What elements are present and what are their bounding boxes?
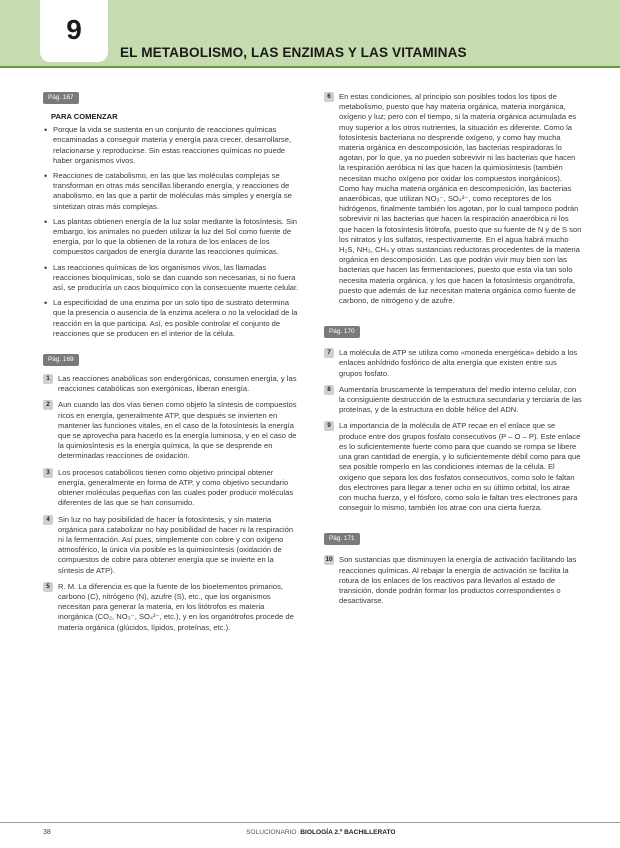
bullet-icon: •	[44, 262, 48, 273]
exercise-item	[43, 400, 301, 461]
exercise-number: 3	[43, 468, 53, 478]
bullet-icon: •	[44, 298, 48, 309]
exercise-item	[324, 92, 582, 306]
exercise-text: Son sustancias que disminuyen la energía de activación facilitando las reacciones químicas. Al rebajar la energía de activación se facilita la rotura de los enlaces de los reactivos para llevarlos al estado de transición, donde podrán formar los productos correspondientes o desactivarse.	[339, 555, 577, 606]
exercise-number: 4	[43, 515, 53, 525]
exercise-item	[324, 385, 582, 416]
exercise-number: 10	[325, 556, 333, 564]
chapter-title: EL METABOLISMO, LAS ENZIMAS Y LAS VITAMINAS	[120, 45, 467, 60]
right-column	[324, 92, 582, 612]
exercise-item	[43, 468, 301, 509]
footer-text	[246, 829, 396, 836]
exercise-number: 5	[43, 582, 53, 592]
header-rule	[0, 66, 620, 68]
exercise-text: Las reacciones anabólicas son endergónicas, consumen energía, y las reacciones catabólicas son exergónicas, liberan energía.	[58, 374, 297, 394]
bullet-icon: •	[44, 125, 48, 136]
exercise-item	[43, 515, 301, 576]
exercise-item	[43, 374, 301, 394]
exercise-text: En estas condiciones, al principio son posibles todos los tipos de metabolismo, puesto que hay materia orgánica, materia inorgánica, oxígeno y luz; pero con el tiempo, si la materia orgánica acumulada es muy superior a los otros nutrientes, la situación es diferente. Como la fotosíntesis bacteriana no desprende oxígeno, y como hay mucha materia orgánica en descomposición, las bacterias respiradoras lo agotan, por lo que, ya no pueden sobrevivir ni las bacterias que hacen la respiración aeróbica ni las que hacen la quimiosíntesis (también necesitan mucho oxígeno por oxidar los compuestos inorgánicos). Como hay mucha materia orgánica en descomposición, las bacterias anaeróbicas, que utilizan NO₃⁻, SO₄²⁻, como receptores de los hidrógenos, finalmente también los agotan, por lo cual tampoco podrán sobrevivir ni las bacterias que hacen la respiración anaeróbica ni los que hacen la fotosíntesis litótrofa, puesto que su fuente de N y de S son los nitratos y los sulfatos, respectivamente. En el agua habrá mucho H₂S, NH₃, CH₄ y otras sustancias reductoras procedentes de la materia orgánica en descomposición. Las que podrán vivir muy bien son las bacterias que hacen las fermentaciones, puesto que esta vía tan solo necesita materia orgánica, y los que hacen la fotosíntesis organótrofa, puesto que además de luz necesitan materia orgánica como fuente de carbono, de nitrógeno y de azufre.	[339, 92, 582, 306]
exercise-text: Aumentaría bruscamente la temperatura del medio interno celular, con la consiguiente destrucción de la estructura secundaria y terciaria de las proteínas, y de la estructura en doble hélice del ADN.	[339, 384, 582, 415]
section-title: PARA COMENZAR	[51, 112, 118, 121]
bullet-item: • La especificidad de una enzima por un solo tipo de sustrato determina que la presencia o ausencia de la enzima acelera o no la velocidad de la reacción en la que participa. Así, es posible controlar el conjunto de reacciones que se producen en el interior de la célula.	[44, 298, 298, 338]
exercise-item	[324, 348, 582, 379]
exercise-text: R. M. La diferencia es que la fuente de los bioelementos primarios, carbono (C), nitrógeno (N), azufre (S), etc., que los organismos necesitan para generar la materia, en los litótrofos es materia inorgánica (CO₂, NO₃⁻, SO₄²⁻, etc.), y en los organótrofos procede de materia orgánica (glúcidos, lípidos, proteínas, etc.).	[58, 581, 294, 632]
chapter-tab	[40, 0, 108, 62]
exercise-text: La importancia de la molécula de ATP recae en el enlace que se produce entre dos grupos fosfato consecutivos (P – O – P). Este enlace es lo suficientemente fuerte como para que cuando se rompa se libere una gran cantidad de energía, y lo suficientemente débil como para que sea posible romperlo en las condiciones internas de la célula. El oxígeno que separa los dos fosfatos consecutivos, como solo le faltan dos electrones para llegar a tener ocho en su último orbital, los atrae con mucha fuerza, y el fósforo, como solo le faltan tres electrones para conseguir lo mismo, también los atrae con una cierta fuerza.	[339, 421, 581, 513]
exercise-number: 8	[324, 385, 334, 395]
bullet-icon: •	[44, 171, 48, 182]
bullet-item: • Reacciones de catabolismo, en las que las moléculas complejas se transforman en otras más sencillas liberando energía, y reacciones de anabolismo, en las que a partir de moléculas más simples y energía se sintetizan otras más complejas.	[44, 171, 292, 211]
page-header	[0, 0, 620, 74]
chapter-number: 9	[66, 14, 82, 45]
page-ref-badge: Pág. 171	[324, 533, 360, 545]
page-number: 38	[43, 829, 51, 836]
exercise-text: Sin luz no hay posibilidad de hacer la fotosíntesis, y sin materia orgánica para catabolizar no hay posibilidad de hacer ni la respiración ni la fermentación. Así pues, simplemente con cobre y con oxígeno atmosférico, la única vía posible es la quimiosíntesis (oxidación de compuestos de cobre para obtener energía que se invierte en la síntesis de ATP).	[58, 514, 294, 575]
bullet-item: • Las reacciones químicas de los organismos vivos, las llamadas reacciones bioquímicas, solo se dan cuando son necesarias, si no fuera así, se produciría un caos bioquímico con la consecuente muerte celular.	[44, 262, 299, 293]
exercise-number: 2	[43, 400, 53, 410]
exercise-text: La molécula de ATP se utiliza como «moneda energética» debido a los enlaces anhídrido fosfórico de alta energía que existen entre sus grupos fosfato.	[339, 348, 578, 378]
exercise-number: 6	[324, 92, 334, 102]
exercise-item	[324, 555, 582, 606]
bullet-list	[43, 125, 301, 339]
page-ref-badge: Pág. 170	[324, 326, 360, 338]
exercise-number: 1	[43, 374, 53, 384]
footer-solucionario: SOLUCIONARIO	[246, 829, 297, 836]
footer-book-title: BIOLOGÍA 2.º BACHILLERATO	[300, 829, 396, 836]
bullet-icon: •	[44, 216, 48, 227]
exercise-item	[324, 421, 582, 513]
left-column	[43, 92, 301, 639]
exercise-text: Los procesos catabólicos tienen como objetivo principal obtener energía, generalmente en forma de ATP, y como objetivo secundario obtener moléculas pequeñas con las cuales poder producir moléculas diferentes de las que se han consumido.	[58, 467, 294, 508]
exercise-number: 9	[324, 421, 334, 431]
page-ref-badge: Pág. 167	[43, 92, 79, 104]
bullet-item: • Las plantas obtienen energía de la luz solar mediante la fotosíntesis. Sin embargo, los animales no pueden utilizar la luz del Sol como fuente de energía, por lo que la obtienen de la rotura de los enlaces de los compuestos cargados de energía durante las reacciones químicas.	[44, 216, 297, 257]
footer-rule	[0, 822, 620, 823]
exercise-text: Aun cuando las dos vías tienen como objeto la síntesis de compuestos ricos en energía, generalmente ATP, que después se invierten en mantener las funciones vitales, en el caso de la fotosíntesis la energía que se aprovecha para hacerlo es la energía luminosa, y en el caso de la quimiosíntesis es la energía química, la que se desprende en determinadas reacciones de oxidación.	[58, 400, 297, 461]
bullet-item: • Porque la vida se sustenta en un conjunto de reacciones químicas encaminadas a conseguir materia y energía para crecer, desarrollarse, relacionarse y reproducirse. Sin estas reacciones químicas no puede haber organismos vivos.	[44, 125, 292, 165]
page-ref-badge: Pág. 169	[43, 354, 79, 366]
exercise-item	[43, 582, 301, 633]
exercise-number: 7	[324, 348, 334, 358]
